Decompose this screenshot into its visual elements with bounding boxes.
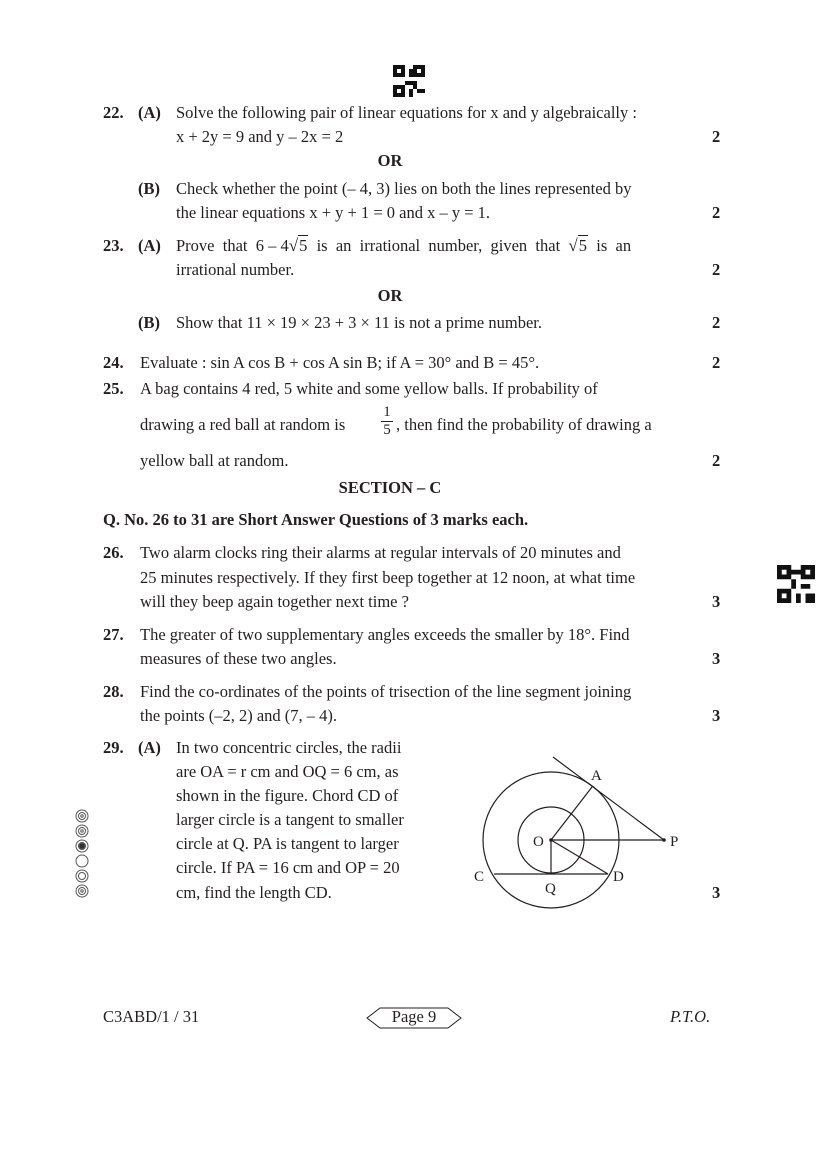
question-text: shown in the figure. Chord CD of — [176, 786, 399, 805]
marks: 2 — [712, 260, 721, 279]
question-text: will they beep again together next time ? — [140, 592, 409, 611]
question-text: circle. If PA = 16 cm and OP = 20 — [176, 858, 400, 877]
square-root: √5 — [568, 236, 588, 255]
question-text: Two alarm clocks ring their alarms at regular intervals of 20 minutes and — [140, 543, 621, 562]
radicand: 5 — [578, 236, 588, 255]
question-text: A bag contains 4 red, 5 white and some yellow balls. If probability of — [140, 379, 598, 398]
question-text: Evaluate : sin A cos B + cos A sin B; if A = 30° and B = 45°. — [140, 353, 540, 372]
marks: 3 — [712, 592, 721, 611]
label-p: P — [670, 834, 679, 850]
question-text: are OA = r cm and OQ = 6 cm, as — [176, 762, 399, 781]
label-a: A — [591, 768, 602, 784]
question-number: 26. — [103, 543, 124, 562]
text: is an irrational number, given that — [308, 236, 569, 255]
radicand: 5 — [299, 236, 308, 255]
question-text: x + 2y = 9 and y – 2x = 2 — [176, 127, 344, 146]
concentric-circles-figure — [460, 750, 700, 910]
question-text: 25 minutes respectively. If they first beep together at 12 noon, at what time — [140, 568, 636, 587]
please-turn-over: P.T.O. — [670, 1007, 711, 1026]
question-number: 24. — [103, 353, 124, 372]
marks: 3 — [712, 883, 721, 902]
question-number: 23. — [103, 236, 124, 255]
question-text: cm, find the length CD. — [176, 883, 332, 902]
question-text: the linear equations x + y + 1 = 0 and x – y = 1. — [176, 203, 490, 222]
question-text: irrational number. — [176, 260, 295, 279]
paper-code: C3ABD/1 / 31 — [103, 1007, 200, 1026]
question-text: the points (–2, 2) and (7, – 4). — [140, 706, 338, 725]
question-text: larger circle is a tangent to smaller — [176, 810, 404, 829]
section-instruction: Q. No. 26 to 31 are Short Answer Questions of 3 marks each. — [103, 510, 529, 529]
label-c: C — [474, 869, 485, 885]
tangent-pa — [553, 757, 664, 840]
question-number: 27. — [103, 625, 124, 644]
marks: 2 — [712, 313, 721, 332]
marks: 2 — [712, 203, 721, 222]
section-title: SECTION – C — [338, 478, 442, 497]
security-spiral-marks — [74, 808, 90, 902]
question-number: 28. — [103, 682, 124, 701]
page-number: Page 9 — [391, 1007, 437, 1026]
marks: 3 — [712, 706, 721, 725]
question-text: drawing a red ball at random is — [140, 415, 346, 434]
marks: 2 — [712, 353, 721, 372]
question-number: 25. — [103, 379, 124, 398]
qr-code-top — [393, 65, 425, 97]
text: Prove that 6 – 4 — [176, 236, 289, 255]
label-q: Q — [545, 881, 556, 897]
question-text: , then find the probability of drawing a — [396, 415, 652, 434]
part-label: (B) — [138, 313, 160, 332]
question-text — [176, 236, 686, 256]
question-text: Show that 11 × 19 × 23 + 3 × 11 is not a prime number. — [176, 313, 542, 332]
square-root: √5 — [288, 236, 308, 255]
qr-code-side — [776, 565, 816, 603]
or-separator: OR — [377, 151, 403, 170]
question-text: The greater of two supplementary angles exceeds the smaller by 18°. Find — [140, 625, 630, 644]
question-text: In two concentric circles, the radii — [176, 738, 402, 757]
part-label: (A) — [138, 236, 161, 255]
text: is an — [588, 236, 632, 255]
denominator: 5 — [383, 422, 391, 438]
question-text: circle at Q. PA is tangent to larger — [176, 834, 399, 853]
part-label: (A) — [138, 738, 161, 757]
question-number: 29. — [103, 738, 124, 757]
numerator: 1 — [381, 404, 393, 422]
label-d: D — [613, 869, 624, 885]
question-text: Check whether the point (– 4, 3) lies on both the lines represented by — [176, 179, 632, 198]
question-text: Find the co-ordinates of the points of trisection of the line segment joining — [140, 682, 632, 701]
marks: 2 — [712, 127, 721, 146]
question-text: Solve the following pair of linear equations for x and y algebraically : — [176, 103, 637, 122]
question-text: measures of these two angles. — [140, 649, 337, 668]
part-label: (B) — [138, 179, 160, 198]
question-text: yellow ball at random. — [140, 451, 289, 470]
or-separator: OR — [377, 286, 403, 305]
marks: 2 — [712, 451, 721, 470]
part-label: (A) — [138, 103, 161, 122]
fraction — [381, 404, 393, 439]
question-number: 22. — [103, 103, 124, 122]
marks: 3 — [712, 649, 721, 668]
label-o: O — [533, 834, 544, 850]
